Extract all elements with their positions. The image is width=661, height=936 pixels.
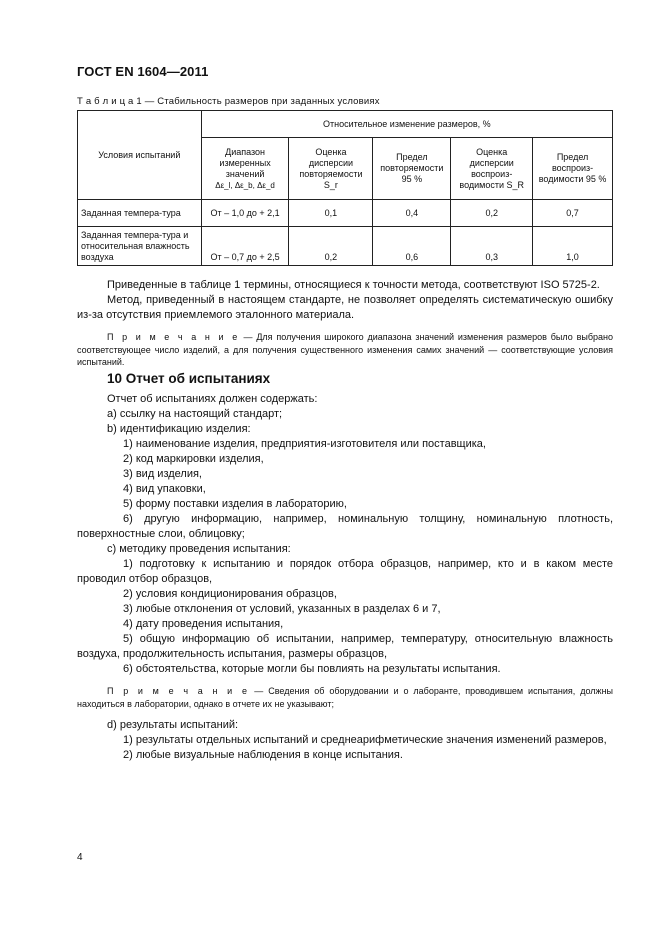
section-title: 10 Отчет об испытаниях [107, 371, 271, 386]
header-rep-dispersion: Оценка дисперсии повторяемости S_r [289, 138, 373, 200]
note-prefix: П р и м е ч а н и е [107, 686, 250, 696]
list-item: 1) результаты отдельных испытаний и среднеарифметические значения изменений размеров, [123, 734, 607, 746]
list-item: 4) вид упаковки, [123, 483, 206, 495]
note [77, 331, 613, 369]
list-item: 5) форму поставки изделия в лабораторию, [123, 498, 347, 510]
list-item: 3) любые отклонения от условий, указанных в разделах 6 и 7, [123, 603, 441, 615]
header-range-sub: Δε_l, Δε_b, Δε_d [215, 180, 275, 190]
note-prefix: П р и м е ч а н и е [107, 332, 240, 342]
row-repro-limit: 1,0 [533, 227, 613, 266]
list-item: 3) вид изделия, [123, 468, 202, 480]
list-item: d) результаты испытаний: [107, 719, 239, 731]
list-item: a) ссылку на настоящий стандарт; [107, 408, 283, 420]
report-contents [77, 392, 613, 763]
header-conditions: Условия испытаний [78, 111, 202, 200]
row-repro-dispersion: 0,2 [451, 200, 533, 227]
list-item: b) идентификацию изделия: [107, 423, 251, 435]
list-item: 4) дату проведения испытания, [123, 618, 284, 630]
header-repro-dispersion: Оценка дисперсии воспроиз-водимости S_R [451, 138, 533, 200]
row-condition: Заданная темпера-тура и относительная влажность воздуха [78, 227, 202, 266]
list-item: 2) код маркировки изделия, [123, 453, 264, 465]
page-number: 4 [77, 852, 83, 863]
row-rep-limit: 0,4 [373, 200, 451, 227]
precision-text [77, 278, 613, 369]
standard-code: ГОСТ EN 1604—2011 [77, 64, 209, 79]
list-item: c) методику проведения испытания: [107, 543, 291, 555]
list-item: 2) любые визуальные наблюдения в конце испытания. [123, 749, 403, 761]
list-item: 1) наименование изделия, предприятия-изготовителя или поставщика, [123, 438, 486, 450]
header-repro-limit: Предел воспроиз-водимости 95 % [533, 138, 613, 200]
paragraph: Метод, приведенный в настоящем стандарте, не позволяет определять систематическую ошибку из-за отсутствия приемлемого эталонного материала. [77, 294, 613, 321]
table-row [78, 200, 613, 227]
table-caption-text: 1 — Стабильность размеров при заданных условиях [136, 96, 380, 107]
list-item: 6) обстоятельства, которые могли бы повлиять на результаты испытания. [123, 663, 501, 675]
list-item: Отчет об испытаниях должен содержать: [107, 393, 318, 405]
row-rep-dispersion: 0,1 [289, 200, 373, 227]
row-rep-limit: 0,6 [373, 227, 451, 266]
row-range: От – 1,0 до + 2,1 [201, 200, 289, 227]
row-repro-dispersion: 0,3 [451, 227, 533, 266]
list-item: 2) условия кондиционирования образцов, [123, 588, 337, 600]
row-condition: Заданная темпера-тура [78, 200, 202, 227]
row-repro-limit: 0,7 [533, 200, 613, 227]
row-range: От – 0,7 до + 2,5 [201, 227, 289, 266]
list-item: 5) общую информацию об испытании, например, температуру, относительную влажность воздуха, продолжительность испытания, размеры образцов, [77, 633, 613, 660]
header-group: Относительное изменение размеров, % [201, 111, 612, 138]
note-text: — Для получения широкого диапазона значений изменения размеров было выбрано соответствующее число изделий, а для получения существенного изменения самих значений — соответствующие условия испытаний. [77, 332, 613, 367]
paragraph: Приведенные в таблице 1 термины, относящиеся к точности метода, соответствуют ISO 5725-2. [107, 279, 600, 291]
stability-table [77, 110, 613, 266]
table-row [78, 227, 613, 266]
table-caption [77, 96, 380, 107]
list-item: 6) другую информацию, например, номинальную толщину, номинальную плотность, поверхностные слои, облицовку; [77, 513, 613, 540]
row-rep-dispersion: 0,2 [289, 227, 373, 266]
note-text: — Сведения об оборудовании и о лаборанте, проводившем испытания, должны находиться в лаборатории, однако в отчете их не указывают; [77, 686, 614, 709]
table-caption-prefix: Т а б л и ц а [77, 96, 134, 107]
list-item: 1) подготовку к испытанию и порядок отбора образцов, например, кто и в каком месте проводил отбор образцов, [77, 558, 613, 585]
header-range: Диапазон измеренных значений Δε_l, Δε_b, Δε_d [201, 138, 289, 200]
header-rep-limit: Предел повторяемости 95 % [373, 138, 451, 200]
note [77, 685, 613, 710]
